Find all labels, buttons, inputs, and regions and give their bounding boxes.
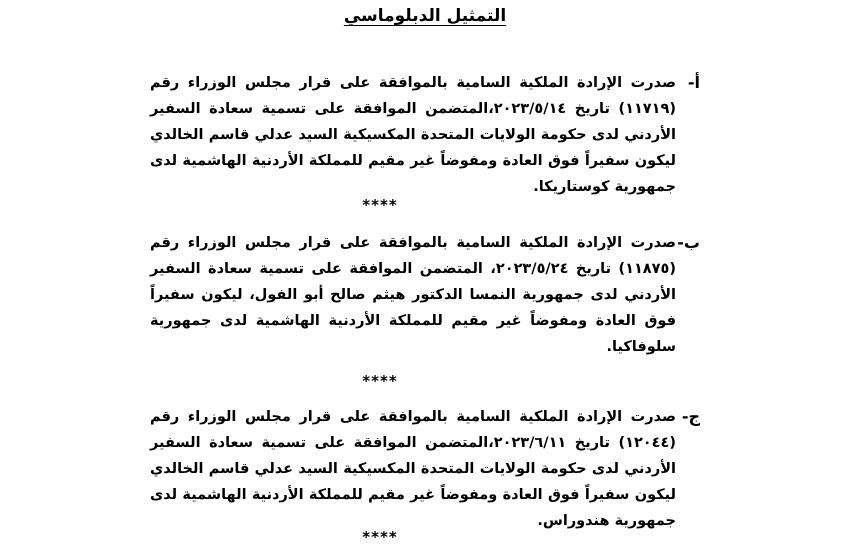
- item-text: صدرت الإرادة الملكية السامية بالموافقة على قرار مجلس الوزراء رقم (١١٧١٩) تاريخ ٢٠٢٣/٥/١٤،المتضمن الموافقة على تسمية سعادة السفير الأردني لدى حكومة الولايات المتحدة المكسيكية السيد عدلي قاسم الخالدي ليكون سفيراً فوق العادة ومفوضاً غير مقيم للمملكة الأردنية الهاشمية لدى جمهورية كوستاريكا.: [150, 75, 676, 195]
- separator: ****: [362, 372, 398, 390]
- paragraph-c: [150, 404, 700, 534]
- separator: ****: [362, 528, 398, 546]
- item-letter: ب-: [677, 233, 700, 252]
- item-text: صدرت الإرادة الملكية السامية بالموافقة على قرار مجلس الوزراء رقم (١١٨٧٥) تاريخ ٢٠٢٣/٥/٢٤، المتضمن الموافقة على تسمية سعادة السفير الأردني لدى جمهورية النمسا الدكتور هيثم صالح أبو الفول، ليكون سفيراً فوق العادة ومفوضاً غير مقيم للمملكة الأردنية الهاشمية لدى جمهورية سلوفاكيا.: [150, 235, 677, 355]
- separator: ****: [362, 196, 398, 214]
- paragraph-b: [150, 230, 700, 360]
- page-title: التمثيل الدبلوماسي: [343, 6, 507, 26]
- item-text: صدرت الإرادة الملكية السامية بالموافقة على قرار مجلس الوزراء رقم (١٢٠٤٤) تاريخ ٢٠٢٣/٦/١١،المتضمن الموافقة على تسمية سعادة السفير الأردني لدى حكومة الولايات المتحدة المكسيكية السيد عدلي قاسم الخالدي ليكون سفيراً فوق العادة ومفوضاً غير مقيم للمملكة الأردنية الهاشمية لدى جمهورية هندوراس.: [150, 409, 676, 529]
- item-letter: ج-: [681, 407, 700, 426]
- paragraph-a: [150, 70, 700, 200]
- item-letter: أ-: [687, 73, 700, 92]
